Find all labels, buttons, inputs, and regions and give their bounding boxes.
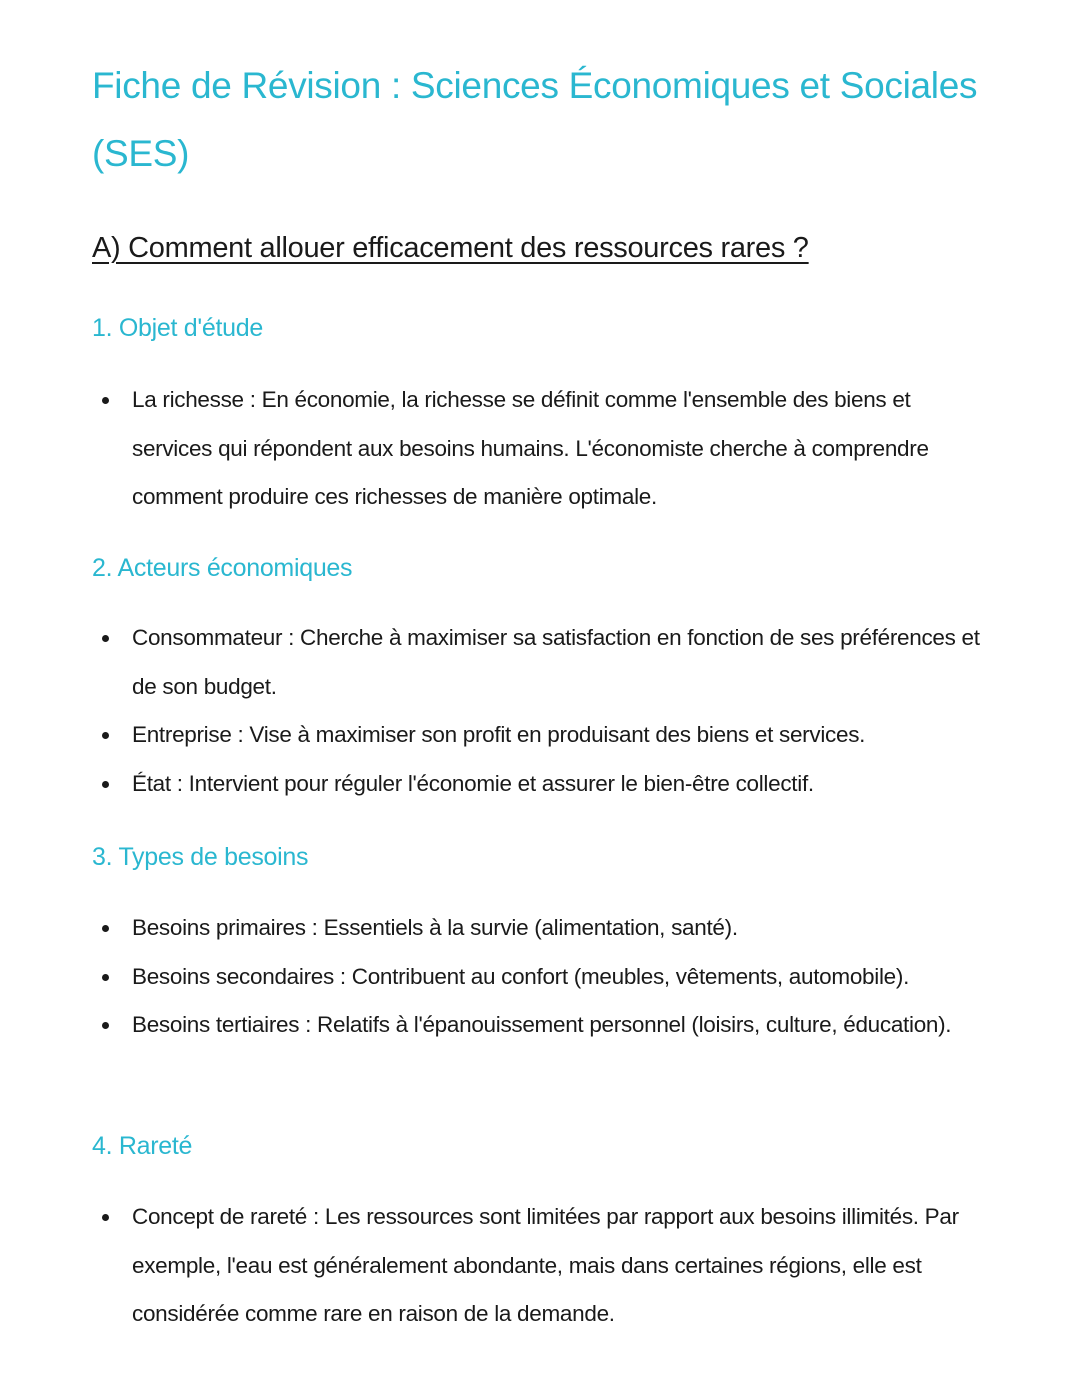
- list-item: [92, 711, 992, 760]
- list-item: [92, 904, 992, 953]
- item-text: État : Intervient pour réguler l'économie et assurer le bien-être collectif.: [132, 770, 814, 796]
- heading-rarete: 4. Rareté: [92, 1132, 193, 1160]
- list-item: [92, 953, 992, 1002]
- bullet-icon: [102, 1022, 109, 1029]
- item-text: Consommateur : Cherche à maximiser sa satisfaction en fonction de ses préférences et de son budget.: [132, 625, 980, 699]
- list-besoins: [92, 904, 992, 1050]
- section-a-heading: A) Comment allouer efficacement des ressources rares ?: [92, 232, 809, 264]
- list-item: [92, 614, 992, 711]
- heading-objet-etude: 1. Objet d'étude: [92, 314, 263, 342]
- list-item: [92, 376, 992, 522]
- bullet-icon: [102, 397, 109, 404]
- list-item: [92, 1001, 992, 1050]
- heading-besoins: 3. Types de besoins: [92, 843, 309, 871]
- item-text: Entreprise : Vise à maximiser son profit en produisant des biens et services.: [132, 722, 866, 747]
- bullet-icon: [102, 732, 109, 739]
- list-rarete: [92, 1193, 992, 1339]
- item-text: Concept de rareté : Les ressources sont limitées par rapport aux besoins illimités. Par exemple, l'eau est généralement abondante, mais dans certaines régions, elle est considérée comme rare en raison de la demande.: [132, 1204, 959, 1326]
- item-text: Besoins primaires : Essentiels à la survie (alimentation, santé).: [132, 915, 738, 940]
- item-text: La richesse : En économie, la richesse se définit comme l'ensemble des biens et services qui répondent aux besoins humains. L'économiste cherche à comprendre comment produire ces richesses de manière optimale.: [132, 387, 929, 509]
- page-title: Fiche de Révision : Sciences Économiques et Sociales (SES): [92, 65, 978, 174]
- item-text: Besoins secondaires : Contribuent au confort (meubles, vêtements, automobile).: [132, 963, 910, 989]
- heading-acteurs: 2. Acteurs économiques: [92, 554, 353, 582]
- list-item: [92, 1193, 992, 1339]
- bullet-icon: [102, 781, 109, 788]
- bullet-icon: [102, 635, 109, 642]
- list-objet-etude: [92, 376, 992, 522]
- bullet-icon: [102, 974, 109, 981]
- bullet-icon: [102, 925, 109, 932]
- item-text: Besoins tertiaires : Relatifs à l'épanouissement personnel (loisirs, culture, éducation).: [132, 1012, 952, 1037]
- bullet-icon: [102, 1214, 109, 1221]
- list-item: [92, 760, 992, 809]
- list-acteurs: [92, 614, 992, 808]
